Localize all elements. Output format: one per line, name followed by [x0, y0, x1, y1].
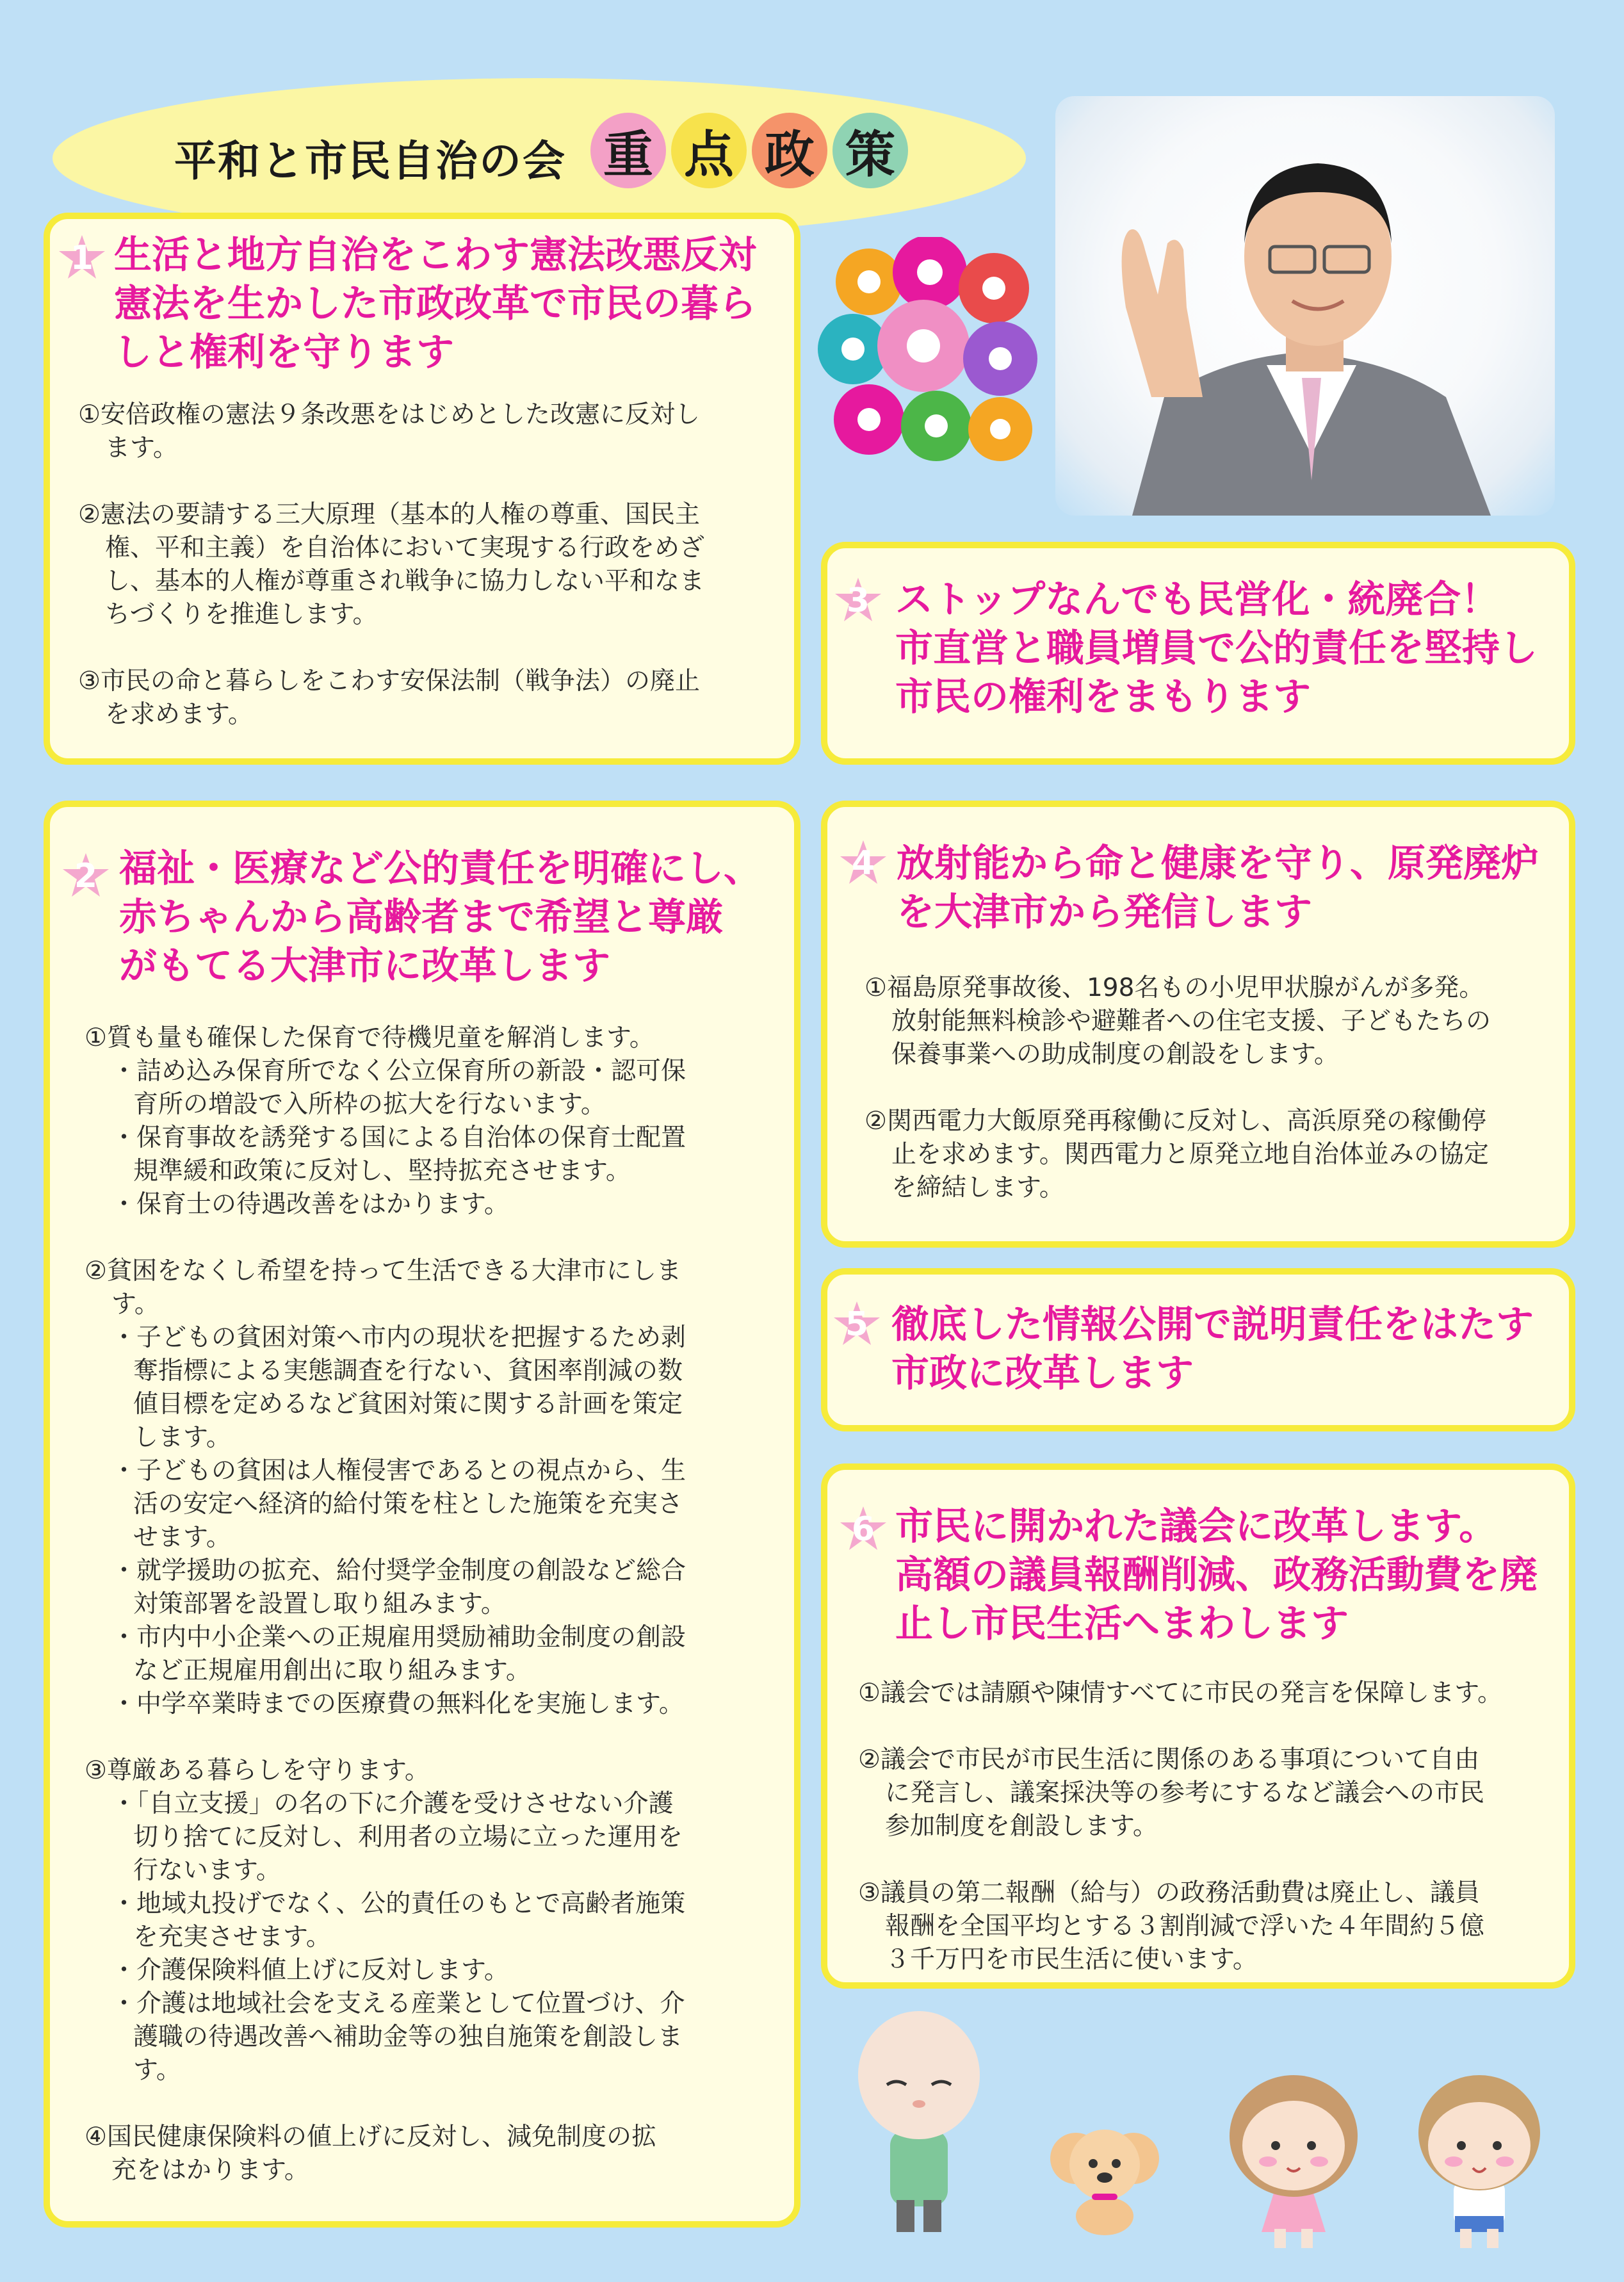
number-badge-6: 6: [839, 1505, 888, 1554]
section-body-2: ①質も量も確保した保育で待機児童を解消します。 ・詰め込み保育所でなく公立保育所の新設・認可保 育所の増設で入所枠の拡大を行ないます。 ・保育事故を誘発する国による自治体の保育士配置 規準緩和政策に反対し、堅持拡充させます。 ・保育士の待遇改善をはかります。 ②貧困をなくし希望を持って生活できる大津市にしま す。 ・子どもの貧困対策へ市内の現状を把握するため剥 奪指標による実態調査を行ない、貧困率削減の数 値目標を定めるなど貧困対策に関する計画を策定 します。 ・子どもの貧困は人権侵害であるとの視点から、生 活の安定へ経済的給付策を柱とした施策を充実さ せます。 ・就学援助の拡充、給付奨学金制度の創設など総合 対策部署を設置し取り組みます。 ・市内中小企業への正規雇用奨励補助金制度の創設 など正規雇用創出に取り組みます。 ・中学卒業時までの医療費の無料化を実施します。 ③尊厳ある暮らしを守ります。 ・「自立支援」の名の下に介護を受けさせない介護 切り捨てに反対し、利用者の立場に立った運用を 行ないます。 ・地域丸投げでなく、公的責任のもとで高齢者施策 を充実させます。 ・介護保険料値上げに反対します。 ・介護は地域社会を支える産業として位置づけ、介 護職の待遇改善へ補助金等の独自施策を創設しま す。 ④国民健康保険料の値上げに反対し、減免制度の拡 充をはかります。: [85, 1023, 686, 2185]
number-badge-3: 3: [834, 576, 882, 625]
section-title-4: 放射能から命と健康を守り、原発廃炉 を大津市から発信します: [897, 841, 1539, 934]
number-badge-4: 4: [839, 839, 888, 888]
policy-heading: [590, 113, 908, 190]
org-name: 平和と市民自治の会: [174, 136, 566, 186]
section-title-1: 生活と地方自治をこわす憲法改悪反対 憲法を生かした市政改革で市民の暮ら しと権利を守ります: [114, 232, 757, 374]
boy-illustration: [1409, 2066, 1550, 2251]
kanji-circle-4: 策: [832, 113, 908, 188]
number-badge-5: 5: [832, 1300, 881, 1349]
kanji-circle-3: 政: [752, 113, 827, 188]
section-title-5: 徹底した情報公開で説明責任をはたす 市政に改革します: [891, 1302, 1534, 1395]
number-badge-2: 2: [61, 852, 110, 901]
kanji-circle-2: 点: [671, 113, 747, 188]
section-title-3: ストップなんでも民営化・統廃合！ 市直営と職員増員で公的責任を堅持し 市民の権利をまもります: [895, 577, 1538, 719]
section-body-6: ①議会では請願や陳情すべてに市民の発言を保障します。 ②議会で市民が市民生活に関係のある事項について自由 に発言し、議案採決等の参考にするなど議会への市民 参加制度を創設します。 ③議員の第二報酬（給与）の政務活動費は廃止し、議員 報酬を全国平均とする３割削減で浮いた４年間約５億 ３千万円を市民生活に使います。: [858, 1679, 1503, 1974]
elderly-man-illustration: [852, 2008, 986, 2238]
section-title-6: 市民に開かれた議会に改革します。 高額の議員報酬削減、政務活動費を廃 止し市民生活へまわします: [895, 1504, 1538, 1645]
flower-decoration: [808, 237, 1052, 474]
kanji-circle-1: 重: [590, 113, 666, 188]
section-title-2: 福祉・医療など公的責任を明確にし、 赤ちゃんから高齢者まで希望と尊厳 がもてる大津市に改革します: [119, 846, 762, 988]
girl-illustration: [1223, 2066, 1364, 2251]
dog-illustration: [1047, 2114, 1162, 2235]
number-badge-1: 1: [58, 234, 106, 282]
candidate-photo: [1055, 96, 1555, 516]
section-body-1: ①安倍政権の憲法９条改悪をはじめとした改憲に反対し ます。 ②憲法の要請する三大原理（基本的人権の尊重、国民主 権、平和主義）を自治体において実現する行政をめざ し、基本的人権が尊重され戦争に協力しない平和なま ちづくりを推進します。 ③市民の命と暮らしをこわす安保法制（戦争法）の廃止 を求めます。: [78, 400, 705, 729]
section-body-4: ①福島原発事故後、198名もの小児甲状腺がんが多発。 放射能無料検診や避難者への住宅支援、子どもたちの 保養事業への助成制度の創設をします。 ②関西電力大飯原発再稼働に反対し、高浜原発の稼働停 止を求めます。関西電力と原発立地自治体並みの協定 を締結します。: [865, 974, 1491, 1202]
